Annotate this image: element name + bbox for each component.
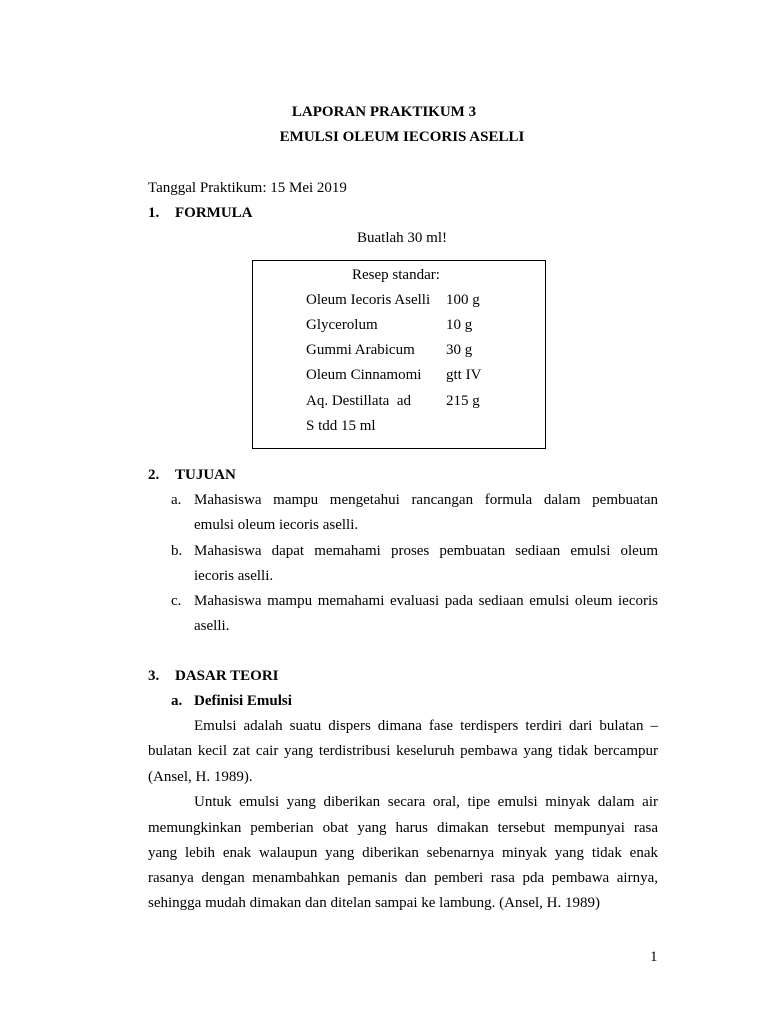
paragraph-line: yang lebih enak walaupun yang diberikan sebenarnya minyak yang tidak enak — [148, 845, 658, 861]
paragraph-line: Untuk emulsi yang diberikan secara oral, tipe emulsi minyak dalam air — [194, 794, 658, 810]
page-number: 1 — [650, 949, 658, 965]
recipe-item-amount: 215 g — [446, 393, 480, 409]
list-marker: b. — [171, 543, 183, 559]
section-number-tujuan: 2. — [148, 467, 160, 483]
list-item-line: emulsi oleum iecoris aselli. — [194, 517, 359, 533]
formula-instruction: Buatlah 30 ml! — [357, 230, 447, 246]
list-item-line: aselli. — [194, 618, 230, 634]
paragraph-line: rasanya dengan menambahkan pemanis dan pemberi rasa pda pembawa airnya, — [148, 870, 658, 886]
subsection-marker: a. — [171, 693, 183, 709]
section-number-dasar-teori: 3. — [148, 668, 160, 684]
section-number-formula: 1. — [148, 205, 160, 221]
document-title: LAPORAN PRAKTIKUM 3 — [291, 104, 477, 120]
recipe-item-name: Gummi Arabicum — [306, 342, 415, 358]
list-item-line: iecoris aselli. — [194, 568, 274, 584]
list-item-line: Mahasiswa dapat memahami proses pembuatan sediaan emulsi oleum — [194, 543, 658, 559]
paragraph-line: sehingga mudah dimakan dan ditelan sampai ke lambung. (Ansel, H. 1989) — [148, 895, 600, 911]
section-heading-tujuan: TUJUAN — [175, 467, 236, 483]
recipe-title: Resep standar: — [352, 267, 440, 283]
subsection-heading: Definisi Emulsi — [194, 693, 292, 709]
recipe-signa: S tdd 15 ml — [306, 418, 376, 434]
recipe-item-amount: gtt IV — [446, 367, 482, 383]
paragraph-line: bulatan kecil zat cair yang terdistribusi keseluruh pembawa yang tidak bercampur — [148, 743, 658, 759]
recipe-item-name: Oleum Cinnamomi — [306, 367, 422, 383]
list-marker: c. — [171, 593, 182, 609]
recipe-item-amount: 30 g — [446, 342, 473, 358]
paragraph-line: (Ansel, H. 1989). — [148, 769, 253, 785]
recipe-item-amount: 100 g — [446, 292, 480, 308]
list-marker: a. — [171, 492, 182, 508]
paragraph-line: memungkinkan pemberian obat yang harus dimakan tersebut mempunyai rasa — [148, 820, 658, 836]
recipe-item-name: Oleum Iecoris Aselli — [306, 292, 431, 308]
document-subtitle: EMULSI OLEUM IECORIS ASELLI — [279, 129, 525, 145]
recipe-item-amount: 10 g — [446, 317, 473, 333]
date-line: Tanggal Praktikum: 15 Mei 2019 — [148, 180, 347, 196]
list-item-line: Mahasiswa mampu memahami evaluasi pada sediaan emulsi oleum iecoris — [194, 593, 658, 609]
recipe-item-name: Glycerolum — [306, 317, 378, 333]
section-heading-dasar-teori: DASAR TEORI — [175, 668, 279, 684]
paragraph-line: Emulsi adalah suatu dispers dimana fase terdispers terdiri dari bulatan – — [194, 718, 658, 734]
list-item-line: Mahasiswa mampu mengetahui rancangan formula dalam pembuatan — [194, 492, 658, 508]
section-heading-formula: FORMULA — [175, 205, 253, 221]
recipe-item-name: Aq. Destillata ad — [306, 393, 411, 409]
